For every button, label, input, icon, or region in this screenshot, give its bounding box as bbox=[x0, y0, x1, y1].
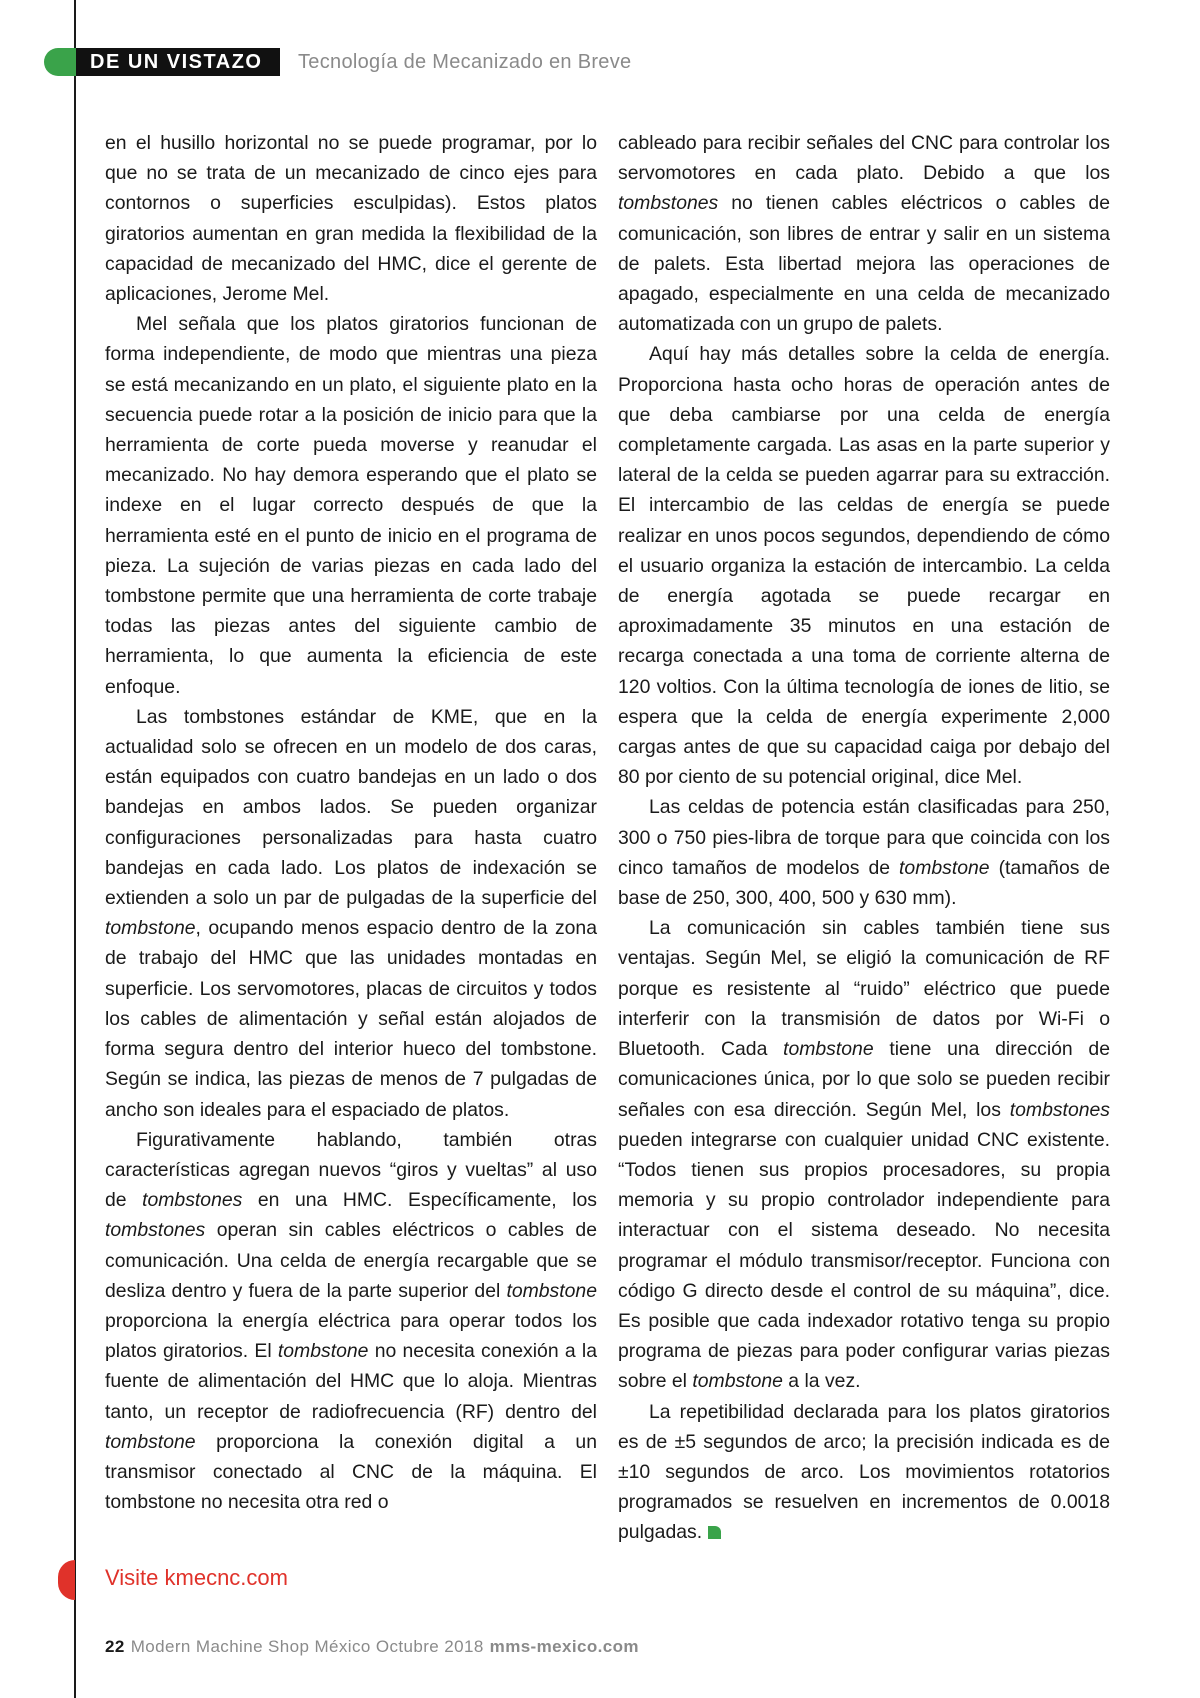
paragraph-text: operan sin cables eléctricos o cables de comunicación. Una celda de energía recargable que se desliza dentro y fuera de la parte superior del bbox=[105, 1219, 597, 1302]
article-paragraph bbox=[618, 792, 1110, 913]
italic-term: tombstones bbox=[105, 1219, 206, 1242]
paragraph-text: La comunicación sin cables también tiene sus ventajas. Según Mel, se eligió la comunicación de RF porque es resistente al “ruido” eléctrico que puede interferir con la transmisión de datos por Wi-Fi o Bluetooth. Cada bbox=[618, 917, 1110, 1061]
paragraph-text: proporciona la energía eléctrica para operar todos los platos giratorios. El bbox=[105, 1309, 597, 1363]
italic-term: tombstones bbox=[1009, 1098, 1110, 1121]
italic-term: tombstones bbox=[142, 1189, 243, 1212]
section-subtitle: Tecnología de Mecanizado en Breve bbox=[298, 51, 632, 73]
italic-term: tombstone bbox=[783, 1038, 874, 1061]
paragraph-text: no necesita conexión a la fuente de alimentación del HMC que lo aloja. Mientras tanto, un receptor de radiofrecuencia (RF) dentro del bbox=[105, 1340, 597, 1423]
paragraph-text: cableado para recibir señales del CNC para controlar los servomotores en cada plato. Debido a que los bbox=[618, 132, 1110, 185]
article-paragraph bbox=[618, 128, 1110, 339]
article-paragraph bbox=[105, 309, 597, 702]
italic-term: tombstone bbox=[692, 1370, 783, 1393]
page-spine-line bbox=[74, 0, 76, 1698]
section-tag: DE UN VISTAZO bbox=[76, 48, 280, 76]
italic-term: tombstone bbox=[105, 917, 196, 940]
article-column-left bbox=[105, 128, 597, 1517]
paragraph-text: Figurativamente hablando, también otras características agregan nuevos “giros y vueltas” al uso de bbox=[105, 1128, 597, 1212]
paragraph-text: en una HMC. Específicamente, los bbox=[242, 1189, 597, 1212]
italic-term: tombstone bbox=[506, 1279, 597, 1302]
article-paragraph bbox=[618, 913, 1110, 1396]
italic-term: tombstone bbox=[105, 1430, 196, 1453]
paragraph-text: Las tombstones estándar de KME, que en la actualidad solo se ofrecen en un modelo de dos caras, están equipados con cuatro bandejas en un lado o dos bandejas en ambos lados. Se pueden organizar configuraciones personalizadas para hasta cuatro bandejas en cada lado. Los platos de indexación se extienden a solo un par de pulgadas de la superficie del bbox=[105, 705, 597, 910]
paragraph-text: a la vez. bbox=[782, 1370, 861, 1393]
paragraph-text: Aquí hay más detalles sobre la celda de energía. Proporciona hasta ocho horas de operación antes de que deba cambiarse por una celda de energía completamente cargada. Las asas en la parte superior y lateral de la celda se pueden agarrar para su extracción. El intercambio de las celdas de energía se puede realizar en unos pocos segundos, dependiendo de cómo el usuario organiza la estación de intercambio. La celda de energía agotada se puede recargar en aproximadamente 35 minutos en una estación de recarga conectada a una toma de corriente alterna de 120 voltios. Con la última tecnología de iones de litio, se espera que la celda de energía experimente 2,000 cargas antes de que su capacidad caiga por debajo del 80 por ciento de su potencial original, dice Mel. bbox=[618, 343, 1110, 789]
page-number: 22 bbox=[105, 1637, 125, 1656]
paragraph-text: La repetibilidad declarada para los platos giratorios es de ±5 segundos de arco; la precisión indicada es de ±10 segundos de arco. Los movimientos rotatorios programados se resuelven en incrementos de 0.0018 pulgadas. bbox=[618, 1400, 1110, 1544]
italic-term: tombstones bbox=[618, 192, 719, 215]
article-paragraph bbox=[105, 1125, 597, 1518]
paragraph-text: proporciona la conexión digital a un transmisor conectado al CNC de la máquina. El tombstone no necesita otra red o bbox=[105, 1430, 597, 1514]
article-paragraph bbox=[105, 702, 597, 1125]
article-column-right bbox=[618, 128, 1110, 1548]
paragraph-text: Mel señala que los platos giratorios funcionan de forma independiente, de modo que mientras una pieza se está mecanizando en un plato, el siguiente plato en la secuencia puede rotar a la posición de inicio para que la herramienta de corte pueda moverse y reanudar el mecanizado. No hay demora esperando que el plato se indexe en el lugar correcto después de que la herramienta esté en el punto de inicio en el programa de pieza. La sujeción de varias piezas en cada lado del tombstone permite que una herramienta de corte trabaje todas las piezas antes del siguiente cambio de herramienta, lo que aumenta la eficiencia de este enfoque. bbox=[105, 313, 597, 698]
page-edge-marker bbox=[58, 1560, 75, 1600]
article-paragraph bbox=[618, 1397, 1110, 1548]
paragraph-text: no tienen cables eléctricos o cables de comunicación, son libres de entrar y salir en un sistema de palets. Esta libertad mejora las operaciones de apagado, especialmente en una celda de mecanizado automatizada con un grupo de palets. bbox=[618, 192, 1110, 336]
page-footer bbox=[105, 1636, 639, 1658]
italic-term: tombstone bbox=[899, 856, 990, 879]
paragraph-text: (tamaños de base de 250, 300, 400, 500 y 630 mm). bbox=[618, 856, 1110, 910]
paragraph-text: pueden integrarse con cualquier unidad CNC existente. “Todos tienen sus propios procesadores, su propia memoria y su propio controlador independiente para interactuar con el sistema deseado. No necesita programar el módulo transmisor/receptor. Funciona con código G directo desde el control de su máquina”, dice. Es posible que cada indexador rotativo tenga su propio programa de piezas para poder configurar varias piezas sobre el bbox=[618, 1128, 1110, 1393]
paragraph-text: en el husillo horizontal no se puede programar, por lo que no se trata de un mecanizado de cinco ejes para contornos o superficies esculpidas). Estos platos giratorios aumentan en gran medida la flexibilidad de la capacidad de mecanizado del HMC, dice el gerente de aplicaciones, Jerome Mel. bbox=[105, 132, 597, 306]
article-paragraph bbox=[105, 128, 597, 309]
italic-term: tombstone bbox=[277, 1340, 369, 1363]
publication-name: Modern Machine Shop México Octubre 2018 bbox=[130, 1637, 484, 1656]
article-end-mark bbox=[708, 1526, 721, 1539]
paragraph-text: , ocupando menos espacio dentro de la zona de trabajo del HMC que las unidades montadas en superficie. Los servomotores, placas de circuitos y todos los cables de alimentación y señal están alojados de forma segura dentro del interior hueco del tombstone. Según se indica, las piezas de menos de 7 pulgadas de ancho son ideales para el espaciado de platos. bbox=[105, 917, 597, 1121]
footer-website: mms-mexico.com bbox=[489, 1637, 639, 1656]
article-paragraph bbox=[618, 339, 1110, 792]
paragraph-text: Las celdas de potencia están clasificadas para 250, 300 o 750 pies-libra de torque para que coincida con los cinco tamaños de modelos de bbox=[618, 796, 1110, 879]
visit-link[interactable]: Visite kmecnc.com bbox=[105, 1565, 288, 1590]
paragraph-text: tiene una dirección de comunicaciones única, por lo que solo se pueden recibir señales con esa dirección. Según Mel, los bbox=[618, 1038, 1110, 1121]
